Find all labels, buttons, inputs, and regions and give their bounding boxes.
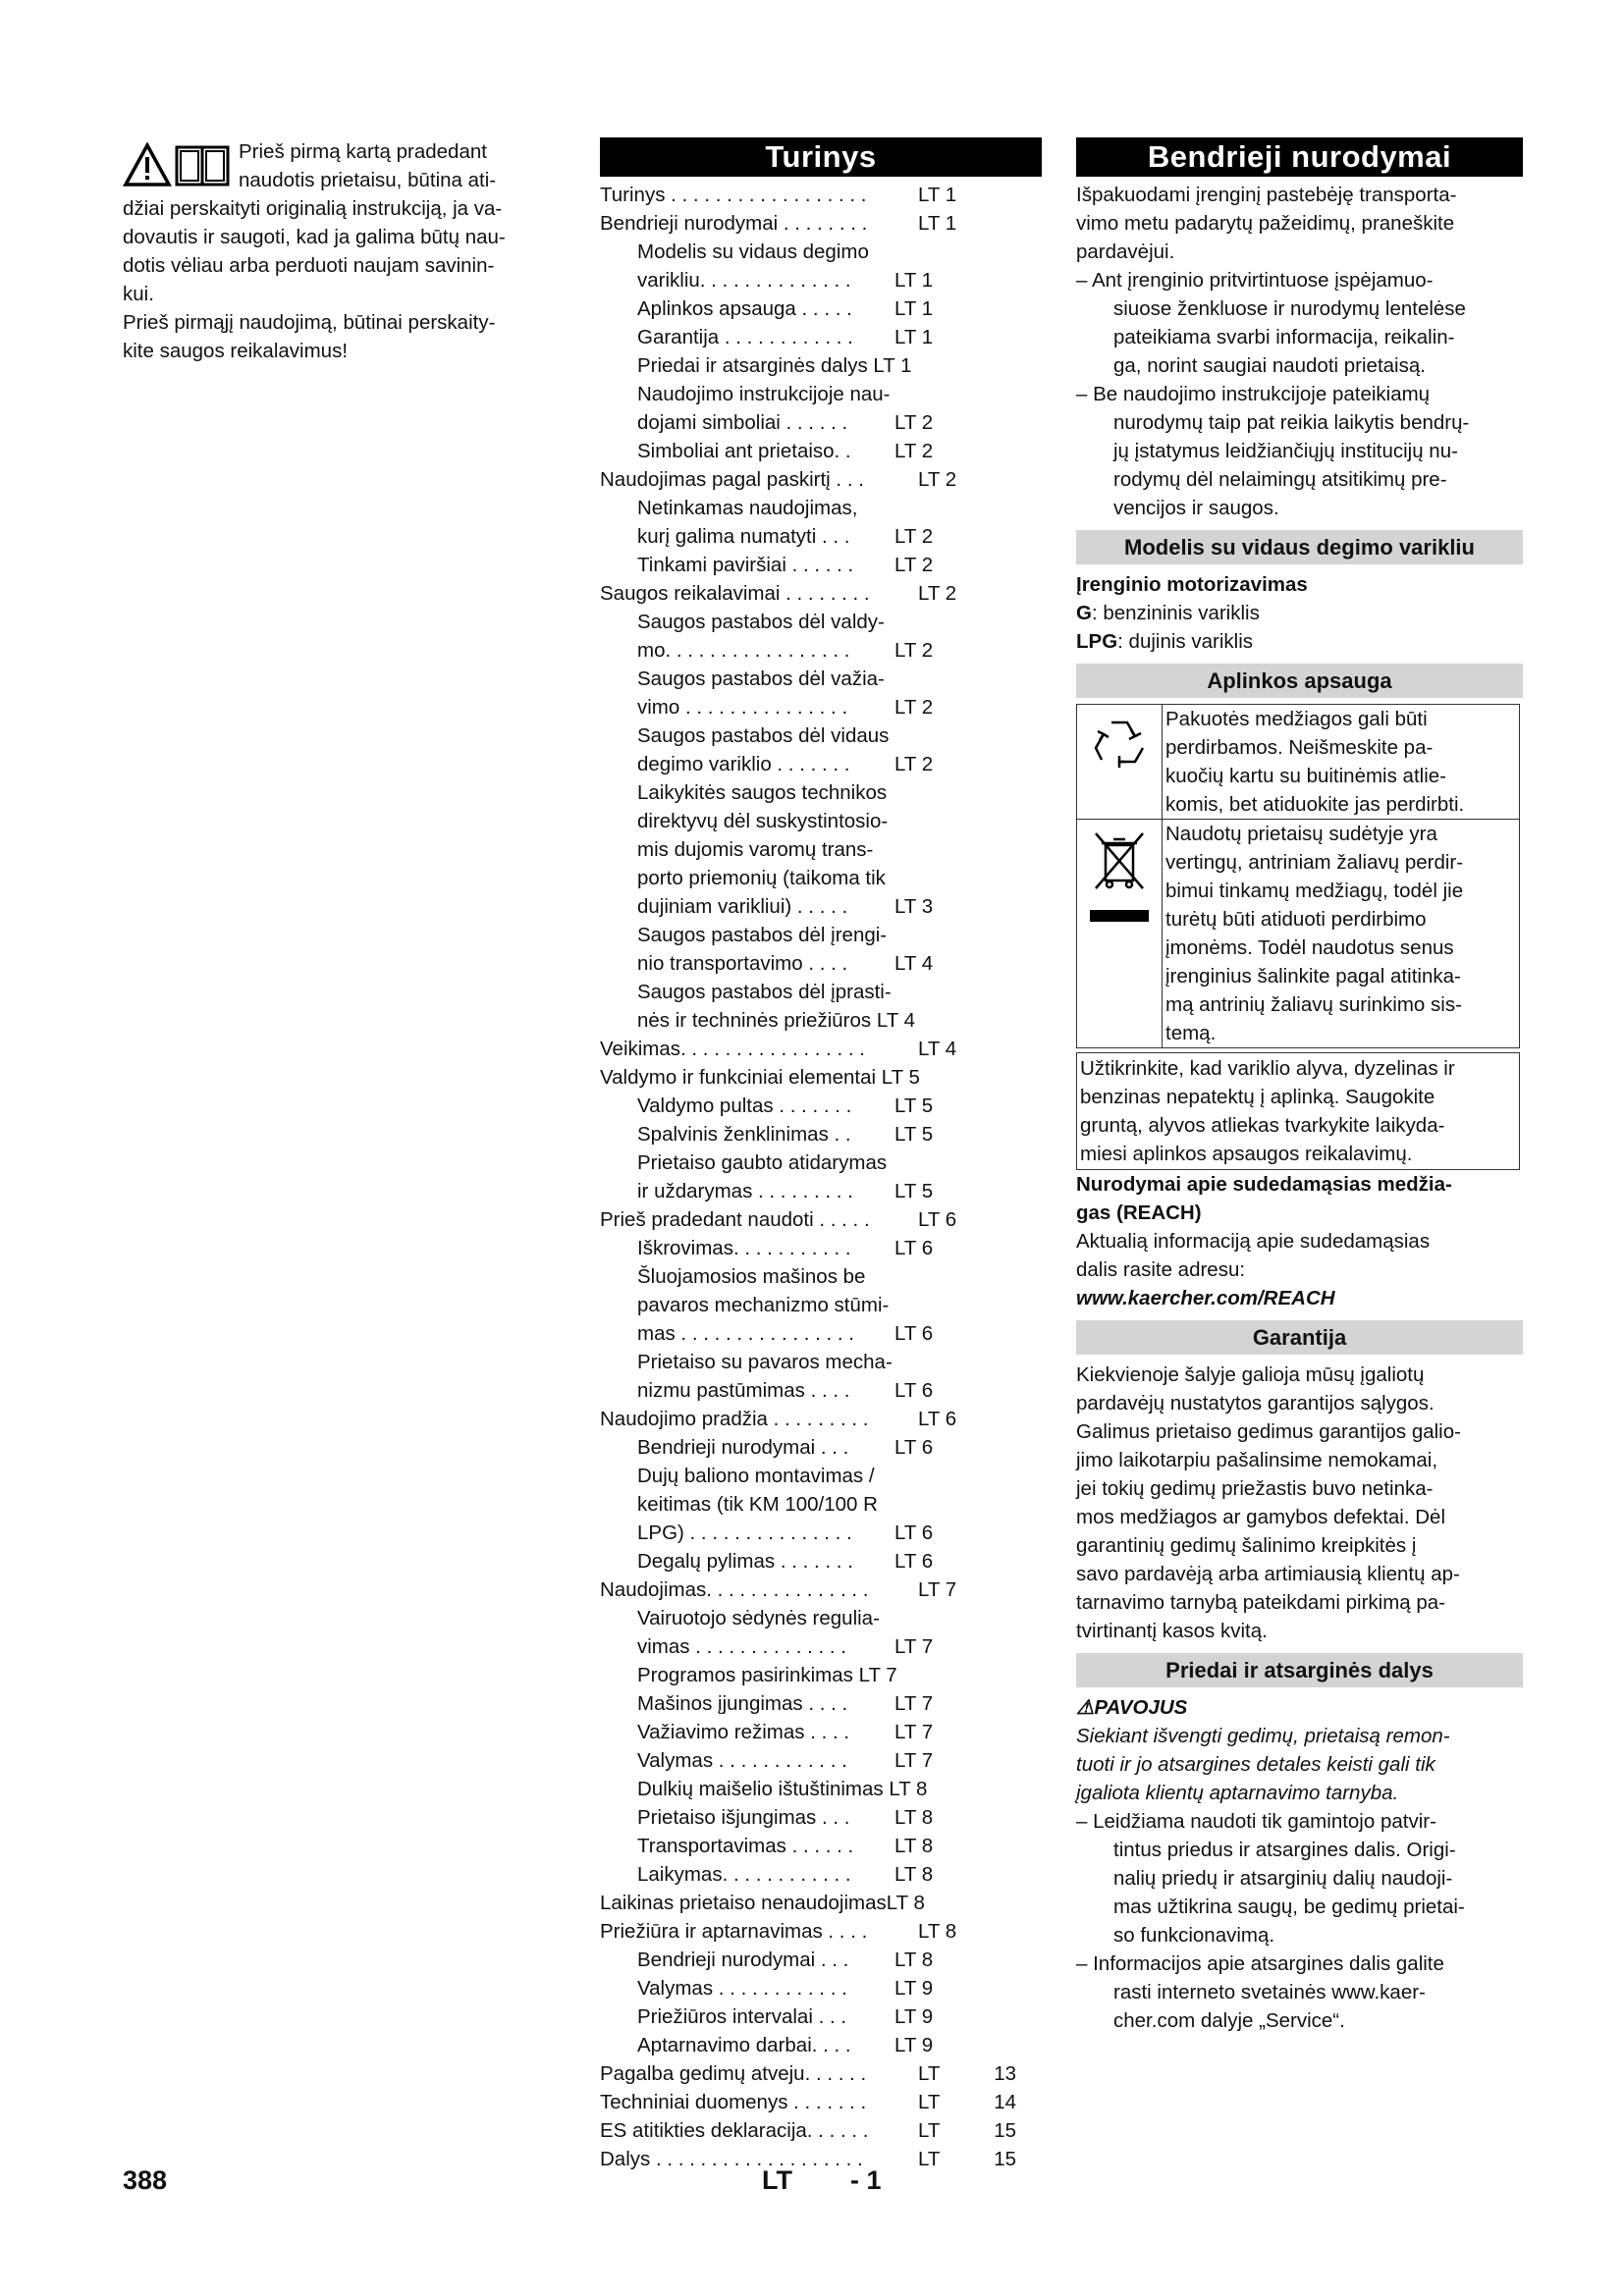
- crossed-bin-icon: [1088, 828, 1151, 935]
- toc-entry[interactable]: [600, 238, 1042, 266]
- warranty-line: tvirtinantį kasos kvitą.: [1076, 1620, 1268, 1642]
- footer-lang: LT: [762, 2165, 792, 2195]
- toc-entry-title: Programos pasirinkimas LT 7: [637, 1664, 897, 1686]
- toc-entry-page-number: 15: [994, 2148, 1016, 2170]
- general-bullet-cont: rodymų dėl nelaimingų atsitikimų pre-: [1113, 468, 1447, 491]
- toc-entry-title: Iškrovimas. . . . . . . . . . .: [637, 1237, 851, 1259]
- toc-entry[interactable]: [600, 1889, 1042, 1917]
- toc-entry-title: Saugos pastabos dėl įprasti-: [637, 981, 892, 1003]
- recycle-line: komis, bet atiduokite jas perdirbti.: [1165, 793, 1465, 816]
- toc-entry[interactable]: [600, 1547, 1042, 1575]
- toc-entry-title: ir uždarymas . . . . . . . . .: [637, 1180, 853, 1202]
- toc-entry[interactable]: [600, 2002, 1042, 2031]
- toc-entry[interactable]: [600, 864, 1042, 892]
- toc-list: [600, 181, 1042, 2173]
- toc-entry-title: nizmu pastūmimas . . . .: [637, 1379, 850, 1402]
- environment-heading: Aplinkos apsauga: [1076, 664, 1523, 698]
- accessories-bullet-cont: tintus priedus ir atsargines dalis. Origi-: [1113, 1839, 1456, 1861]
- general-bullet: – Be naudojimo instrukcijoje pateikiamų: [1076, 383, 1431, 405]
- toc-entry[interactable]: [600, 1832, 1042, 1860]
- toc-entry[interactable]: [600, 1490, 1042, 1519]
- accessories-bullet: – Leidžiama naudoti tik gamintojo patvir-: [1076, 1810, 1436, 1833]
- toc-entry-page: LT 5: [894, 1180, 934, 1202]
- toc-entry-title: Prietaiso su pavaros mecha-: [637, 1351, 893, 1373]
- toc-entry-page: LT 8: [918, 1920, 957, 1943]
- toc-entry-page: LT 9: [894, 2034, 934, 2056]
- toc-entry-title: Turinys . . . . . . . . . . . . . . . . . .: [600, 184, 867, 206]
- toc-entry[interactable]: [600, 2088, 1042, 2116]
- toc-entry-title: Vairuotojo sėdynės regulia-: [637, 1607, 880, 1629]
- bin-line: bimui tinkamų medžiagų, todėl jie: [1165, 880, 1464, 902]
- toc-entry-page: LT 2: [894, 440, 934, 462]
- toc-entry-page: LT 3: [894, 895, 934, 918]
- toc-entry-title: dojami simboliai . . . . . .: [637, 411, 848, 434]
- toc-entry-title: mis dujomis varomų trans-: [637, 838, 874, 861]
- toc-entry-title: Modelis su vidaus degimo: [637, 240, 869, 263]
- toc-entry[interactable]: [600, 1917, 1042, 1946]
- toc-entry[interactable]: [600, 2031, 1042, 2059]
- toc-entry-page: LT 1: [918, 184, 957, 206]
- toc-entry-page: LT 6: [894, 1522, 934, 1544]
- toc-entry-title: Aptarnavimo darbai. . . .: [637, 2034, 851, 2056]
- intro-icons: [123, 141, 233, 190]
- toc-entry[interactable]: [600, 608, 1042, 636]
- toc-entry-title: Važiavimo režimas . . . .: [637, 1721, 850, 1743]
- environment-table: [1076, 704, 1520, 1048]
- toc-entry-title: Valdymo pultas . . . . . . .: [637, 1095, 852, 1117]
- intro-line-1: Prieš pirmą kartą pradedant: [239, 140, 487, 163]
- toc-entry[interactable]: [600, 1718, 1042, 1746]
- toc-entry-page-number: 14: [994, 2091, 1016, 2113]
- toc-entry-title: Tinkami paviršiai . . . . . .: [637, 554, 854, 576]
- environment-notice: [1076, 1052, 1520, 1170]
- toc-entry-title: Dujų baliono montavimas /: [637, 1465, 875, 1487]
- toc-entry[interactable]: [600, 835, 1042, 864]
- toc-entry[interactable]: [600, 693, 1042, 721]
- toc-entry-title: dujiniam varikliui) . . . . .: [637, 895, 848, 918]
- toc-column: [600, 137, 1042, 2173]
- toc-entry-title: Mašinos įjungimas . . . .: [637, 1692, 848, 1715]
- toc-entry-page: LT 5: [894, 1095, 934, 1117]
- warranty-line: Galimus prietaiso gedimus garantijos galio-: [1076, 1420, 1461, 1443]
- toc-entry-page: LT 7: [894, 1635, 934, 1658]
- general-bullet-cont: siuose ženkluose ir nurodymų lentelėse: [1113, 297, 1466, 320]
- toc-entry-page: LT: [918, 2119, 941, 2142]
- danger-text: tuoti ir jo atsargines detales keisti gali tik: [1076, 1753, 1435, 1776]
- toc-entry-page: LT 2: [894, 639, 934, 662]
- toc-entry[interactable]: [600, 1035, 1042, 1063]
- toc-entry-page: LT 8: [894, 1806, 934, 1829]
- toc-entry-title: Prietaiso gaubto atidarymas: [637, 1151, 888, 1174]
- toc-entry-page: LT 7: [894, 1692, 934, 1715]
- toc-entry[interactable]: [600, 1604, 1042, 1632]
- toc-entry-title: Saugos pastabos dėl važia-: [637, 667, 885, 690]
- notice-line: miesi aplinkos apsaugos reikalavimų.: [1080, 1143, 1413, 1165]
- engine-heading: Modelis su vidaus degimo varikliu: [1076, 530, 1523, 564]
- toc-entry-page: LT 7: [918, 1578, 957, 1601]
- bin-line: įrenginius šalinkite pagal atitinka-: [1165, 965, 1461, 988]
- toc-entry-title: Valdymo ir funkciniai elementai LT 5: [600, 1066, 920, 1089]
- toc-entry-title: Laikinas prietaiso nenaudojimasLT 8: [600, 1892, 925, 1914]
- toc-entry-page: LT: [918, 2148, 941, 2170]
- notice-line: gruntą, alyvos atliekas tvarkykite laikyda-: [1080, 1114, 1445, 1137]
- toc-heading: Turinys: [600, 137, 1042, 177]
- toc-entry[interactable]: [600, 2145, 1042, 2173]
- toc-entry-page: LT 5: [894, 1123, 934, 1146]
- warranty-line: mos medžiagos ar gamybos defektai. Dėl: [1076, 1506, 1446, 1528]
- toc-entry-title: Garantija . . . . . . . . . . . .: [637, 326, 853, 348]
- toc-entry-title: Transportavimas . . . . . .: [637, 1835, 854, 1857]
- engine-lpg: LPG: dujinis variklis: [1076, 630, 1254, 653]
- intro-text-line: dotis vėliau arba perduoti naujam savinin-: [123, 254, 495, 277]
- toc-entry[interactable]: [600, 807, 1042, 835]
- toc-entry[interactable]: [600, 1746, 1042, 1775]
- toc-entry-page: LT 2: [918, 468, 957, 491]
- toc-entry-title: vimas . . . . . . . . . . . . . .: [637, 1635, 847, 1658]
- toc-entry-page: LT 1: [918, 212, 957, 235]
- general-para: Išpakuodami įrenginį pastebėję transporta-: [1076, 184, 1457, 206]
- toc-entry-title: Valymas . . . . . . . . . . . .: [637, 1749, 847, 1772]
- toc-entry-page: LT 8: [894, 1863, 934, 1886]
- toc-entry-title: Simboliai ant prietaiso. .: [637, 440, 851, 462]
- toc-entry-title: Degalų pylimas . . . . . . .: [637, 1550, 853, 1573]
- toc-entry[interactable]: [600, 465, 1042, 494]
- toc-entry-title: Naudojimas. . . . . . . . . . . . . . .: [600, 1578, 869, 1601]
- toc-entry-title: Bendrieji nurodymai . . .: [637, 1436, 849, 1459]
- toc-entry[interactable]: [600, 892, 1042, 921]
- toc-entry-page: LT 7: [894, 1749, 934, 1772]
- reach-title: Nurodymai apie sudedamąsias medžia-: [1076, 1173, 1452, 1196]
- toc-entry-title: Techniniai duomenys . . . . . . .: [600, 2091, 867, 2113]
- toc-entry-page: LT 1: [894, 326, 934, 348]
- toc-entry-title: Priedai ir atsarginės dalys LT 1: [637, 354, 912, 377]
- toc-entry[interactable]: [600, 1092, 1042, 1120]
- toc-entry-page: LT 2: [894, 554, 934, 576]
- bin-line: temą.: [1165, 1022, 1217, 1044]
- toc-entry-page: LT 1: [894, 297, 934, 320]
- toc-entry[interactable]: [600, 1632, 1042, 1661]
- recycle-line: kuočių kartu su buitinėmis atlie-: [1165, 765, 1446, 787]
- toc-entry-page: LT 8: [894, 1835, 934, 1857]
- toc-entry[interactable]: [600, 1205, 1042, 1234]
- toc-entry-page: LT 8: [894, 1949, 934, 1971]
- toc-entry[interactable]: [600, 2059, 1042, 2088]
- general-bullet: – Ant įrenginio pritvirtintuose įspėjamuo-: [1076, 269, 1434, 292]
- toc-entry-title: Priežiūra ir aptarnavimas . . . .: [600, 1920, 868, 1943]
- toc-entry-page: LT 2: [894, 753, 934, 775]
- toc-entry[interactable]: [600, 1291, 1042, 1319]
- warranty-line: tarnavimo tarnybą pateikdami pirkimą pa-: [1076, 1591, 1445, 1614]
- toc-entry-page: LT 6: [894, 1436, 934, 1459]
- toc-entry[interactable]: [600, 1519, 1042, 1547]
- general-para: pardavėjui.: [1076, 240, 1175, 263]
- toc-entry[interactable]: [600, 2116, 1042, 2145]
- accessories-bullet-cont: cher.com dalyje „Service“.: [1113, 2009, 1345, 2032]
- manual-book-icon: [177, 147, 228, 185]
- reach-para: Aktualią informaciją apie sudedamąsias: [1076, 1230, 1431, 1253]
- bin-line: įmonėms. Todėl naudotus senus: [1165, 936, 1454, 959]
- bin-line: vertingų, antriniam žaliavų perdir-: [1165, 851, 1464, 874]
- toc-entry-page: LT 6: [894, 1322, 934, 1345]
- toc-entry[interactable]: [600, 1405, 1042, 1433]
- toc-entry[interactable]: [600, 1689, 1042, 1718]
- toc-entry-title: Saugos pastabos dėl valdy-: [637, 611, 885, 633]
- toc-entry-title: Aplinkos apsauga . . . . .: [637, 297, 852, 320]
- toc-entry[interactable]: [600, 1433, 1042, 1462]
- intro-text-line: kui.: [123, 283, 154, 305]
- recycle-icon: [1088, 713, 1151, 775]
- toc-entry[interactable]: [600, 1462, 1042, 1490]
- toc-entry[interactable]: [600, 1946, 1042, 1974]
- toc-entry[interactable]: [600, 294, 1042, 323]
- toc-entry[interactable]: [600, 266, 1042, 294]
- toc-entry-page: LT 6: [918, 1408, 957, 1430]
- bin-line: mą antrinių žaliavų surinkimo sis-: [1165, 993, 1462, 1016]
- toc-entry-page: LT 6: [894, 1379, 934, 1402]
- warranty-line: garantinių gedimų šalinimo kreipkitės į: [1076, 1534, 1417, 1557]
- recycle-icon-cell: [1077, 705, 1163, 820]
- toc-entry[interactable]: [600, 437, 1042, 465]
- toc-entry[interactable]: [600, 1120, 1042, 1148]
- engine-subtitle: Įrenginio motorizavimas: [1076, 573, 1308, 596]
- toc-entry-title: Dalys . . . . . . . . . . . . . . . . . . .: [600, 2148, 863, 2170]
- toc-entry-title: porto priemonių (taikoma tik: [637, 867, 886, 889]
- toc-entry[interactable]: [600, 1006, 1042, 1035]
- toc-entry[interactable]: [600, 579, 1042, 608]
- accessories-bullet-cont: rasti interneto svetainės www.kaer-: [1113, 1981, 1426, 2003]
- warranty-line: Kiekvienoje šalyje galioja mūsų įgaliotų: [1076, 1363, 1425, 1386]
- danger-label: ⚠PAVOJUS: [1076, 1696, 1188, 1719]
- general-heading: Bendrieji nurodymai: [1076, 137, 1523, 177]
- warning-triangle-icon: [126, 145, 169, 185]
- content-column: [1076, 137, 1523, 2035]
- toc-entry-title: Saugos pastabos dėl vidaus: [637, 724, 890, 747]
- general-bullet-cont: pateikiama svarbi informacija, reikalin-: [1113, 326, 1455, 348]
- toc-entry-title: Valymas . . . . . . . . . . . .: [637, 1977, 847, 2000]
- toc-entry[interactable]: [600, 323, 1042, 351]
- toc-entry[interactable]: [600, 1575, 1042, 1604]
- toc-entry-title: keitimas (tik KM 100/100 R: [637, 1493, 878, 1516]
- toc-entry[interactable]: [600, 750, 1042, 778]
- toc-entry-page-number: 15: [994, 2119, 1016, 2142]
- toc-entry-title: Bendrieji nurodymai . . .: [637, 1949, 849, 1971]
- toc-entry[interactable]: [600, 1376, 1042, 1405]
- intro-text-line: kite saugos reikalavimus!: [123, 340, 349, 362]
- toc-entry[interactable]: [600, 209, 1042, 238]
- toc-entry[interactable]: [600, 1803, 1042, 1832]
- reach-link[interactable]: www.kaercher.com/REACH: [1076, 1287, 1335, 1309]
- bin-line: turėtų būti atiduoti perdirbimo: [1165, 908, 1427, 931]
- recycle-text: [1163, 705, 1520, 820]
- toc-entry-title: kurį galima numatyti . . .: [637, 525, 850, 548]
- intro-text-line: dovautis ir saugoti, kad ja galima būtų nau-: [123, 226, 506, 248]
- warranty-body: [1076, 1361, 1523, 1645]
- toc-entry[interactable]: [600, 1860, 1042, 1889]
- toc-entry-page: LT 2: [894, 696, 934, 719]
- danger-text: įgaliota klientų aptarnavimo tarnyba.: [1076, 1782, 1399, 1804]
- toc-entry-page: LT 9: [894, 1977, 934, 2000]
- toc-entry-title: degimo variklio . . . . . . .: [637, 753, 850, 775]
- toc-entry[interactable]: [600, 721, 1042, 750]
- toc-entry-title: direktyvų dėl suskystintosio-: [637, 810, 889, 832]
- toc-entry[interactable]: [600, 408, 1042, 437]
- bin-line: Naudotų prietaisų sudėtyje yra: [1165, 823, 1437, 845]
- warranty-line: savo pardavėją arba artimiausią klientų ap-: [1076, 1563, 1460, 1585]
- toc-entry[interactable]: [600, 380, 1042, 408]
- toc-entry[interactable]: [600, 949, 1042, 978]
- toc-entry-title: nio transportavimo . . . .: [637, 952, 848, 975]
- toc-entry-title: nės ir techninės priežiūros LT 4: [637, 1009, 915, 1032]
- toc-entry-title: Saugos pastabos dėl įrengi-: [637, 924, 888, 946]
- toc-entry[interactable]: [600, 351, 1042, 380]
- toc-entry[interactable]: [600, 636, 1042, 665]
- toc-entry-title: Laikykitės saugos technikos: [637, 781, 888, 804]
- toc-entry[interactable]: [600, 1063, 1042, 1092]
- toc-entry-title: mas . . . . . . . . . . . . . . . .: [637, 1322, 854, 1345]
- reach-title: gas (REACH): [1076, 1201, 1202, 1224]
- toc-entry-page: LT: [918, 2062, 941, 2085]
- warranty-line: pardavėjų nustatytos garantijos sąlygos.: [1076, 1392, 1435, 1415]
- warranty-heading: Garantija: [1076, 1320, 1523, 1355]
- toc-entry[interactable]: [600, 1177, 1042, 1205]
- toc-entry[interactable]: [600, 921, 1042, 949]
- notice-line: benzinas nepatektų į aplinką. Saugokite: [1080, 1086, 1435, 1108]
- toc-entry[interactable]: [600, 665, 1042, 693]
- toc-entry-page: LT 6: [894, 1237, 934, 1259]
- general-para: vimo metu padarytų pažeidimų, praneškite: [1076, 212, 1455, 235]
- recycle-line: Pakuotės medžiagos gali būti: [1165, 708, 1428, 730]
- toc-entry-title: Prieš pradedant naudoti . . . . .: [600, 1208, 870, 1231]
- bin-icon-cell: [1077, 820, 1163, 1048]
- general-bullet-cont: vencijos ir saugos.: [1113, 497, 1279, 519]
- intro-column: [123, 137, 535, 365]
- accessories-bullet-cont: so funkcionavimą.: [1113, 1924, 1275, 1947]
- toc-entry-title: Naudojimo instrukcijoje nau-: [637, 383, 891, 405]
- general-bullet-cont: nurodymų taip pat reikia laikytis bendrų-: [1113, 411, 1470, 434]
- toc-entry-page: LT 9: [894, 2005, 934, 2028]
- toc-entry-title: Laikymas. . . . . . . . . . . .: [637, 1863, 851, 1886]
- toc-entry-page: LT 2: [894, 525, 934, 548]
- toc-entry[interactable]: [600, 978, 1042, 1006]
- danger-text: Siekiant išvengti gedimų, prietaisą remon-: [1076, 1725, 1450, 1747]
- reach-para: dalis rasite adresu:: [1076, 1258, 1246, 1281]
- toc-entry[interactable]: [600, 181, 1042, 209]
- toc-entry[interactable]: [600, 1148, 1042, 1177]
- toc-entry-title: varikliu. . . . . . . . . . . . . .: [637, 269, 851, 292]
- warranty-line: jei tokių gedimų priežastis buvo netinka-: [1076, 1477, 1434, 1500]
- toc-entry-page: LT 6: [894, 1550, 934, 1573]
- toc-entry-page: LT 7: [894, 1721, 934, 1743]
- toc-entry[interactable]: [600, 778, 1042, 807]
- toc-entry-title: Naudojimas pagal paskirtį . . .: [600, 468, 864, 491]
- toc-entry[interactable]: [600, 1262, 1042, 1291]
- toc-entry[interactable]: [600, 551, 1042, 579]
- footer-num: - 1: [850, 2165, 882, 2195]
- toc-entry-title: Netinkamas naudojimas,: [637, 497, 858, 519]
- engine-g: G: benzininis variklis: [1076, 602, 1260, 624]
- toc-entry-title: pavaros mechanizmo stūmi-: [637, 1294, 890, 1316]
- toc-entry[interactable]: [600, 1234, 1042, 1262]
- notice-line: Užtikrinkite, kad variklio alyva, dyzelinas ir: [1080, 1057, 1455, 1080]
- toc-entry-title: Naudojimo pradžia . . . . . . . . .: [600, 1408, 869, 1430]
- intro-text-line: Prieš pirmąjį naudojimą, būtinai perskaity-: [123, 311, 496, 334]
- toc-entry-page: LT 4: [894, 952, 934, 975]
- accessories-bullet: – Informacijos apie atsargines dalis galite: [1076, 1952, 1444, 1975]
- toc-entry[interactable]: [600, 1661, 1042, 1689]
- toc-entry-title: LPG) . . . . . . . . . . . . . . .: [637, 1522, 852, 1544]
- general-bullet-cont: ga, norint saugiai naudoti prietaisą.: [1113, 354, 1426, 377]
- toc-entry-title: vimo . . . . . . . . . . . . . . .: [637, 696, 848, 719]
- toc-entry-title: Veikimas. . . . . . . . . . . . . . . . .: [600, 1038, 865, 1060]
- warranty-line: jimo laikotarpiu pašalinsime nemokamai,: [1076, 1449, 1438, 1471]
- toc-entry-page: LT 2: [918, 582, 957, 605]
- toc-entry[interactable]: [600, 1348, 1042, 1376]
- toc-entry-title: Prietaiso išjungimas . . .: [637, 1806, 850, 1829]
- accessories-bullet-cont: nalių priedų ir atsarginių dalių naudoji-: [1113, 1867, 1453, 1890]
- toc-entry-title: Pagalba gedimų atveju. . . . . .: [600, 2062, 867, 2085]
- warning-small-icon: ⚠: [1076, 1696, 1095, 1719]
- toc-entry-page: LT: [918, 2091, 941, 2113]
- toc-entry-page-number: 13: [994, 2062, 1016, 2085]
- toc-entry-page: LT 4: [918, 1038, 957, 1060]
- toc-entry-title: mo. . . . . . . . . . . . . . . . .: [637, 639, 850, 662]
- recycle-line: perdirbamos. Neišmeskite pa-: [1165, 736, 1434, 759]
- toc-entry-title: Saugos reikalavimai . . . . . . . .: [600, 582, 870, 605]
- page-number: 388: [123, 2165, 168, 2195]
- toc-entry-title: ES atitikties deklaracija. . . . . .: [600, 2119, 869, 2142]
- accessories-heading: Priedai ir atsarginės dalys: [1076, 1653, 1523, 1687]
- toc-entry-page: LT 2: [894, 411, 934, 434]
- toc-entry[interactable]: [600, 522, 1042, 551]
- accessories-bullet-cont: mas užtikrina saugų, be gedimų prietai-: [1113, 1896, 1465, 1918]
- intro-line-2: naudotis prietaisu, būtina ati-: [239, 169, 497, 191]
- toc-entry-page: LT 6: [918, 1208, 957, 1231]
- general-bullet-cont: jų įstatymus leidžiančiųjų institucijų nu-: [1113, 440, 1458, 462]
- toc-entry-title: Dulkių maišelio ištuštinimas LT 8: [637, 1778, 928, 1800]
- toc-entry[interactable]: [600, 1974, 1042, 2002]
- intro-text-line: džiai perskaityti originalią instrukciją, ja va-: [123, 197, 503, 220]
- bin-text: [1163, 820, 1520, 1048]
- toc-entry-title: Bendrieji nurodymai . . . . . . . .: [600, 212, 868, 235]
- toc-entry-title: Priežiūros intervalai . . .: [637, 2005, 847, 2028]
- toc-entry[interactable]: [600, 1319, 1042, 1348]
- toc-entry-title: Šluojamosios mašinos be: [637, 1265, 866, 1288]
- toc-entry-page: LT 1: [894, 269, 934, 292]
- toc-entry-title: Spalvinis ženklinimas . .: [637, 1123, 851, 1146]
- toc-entry[interactable]: [600, 1775, 1042, 1803]
- toc-entry[interactable]: [600, 494, 1042, 522]
